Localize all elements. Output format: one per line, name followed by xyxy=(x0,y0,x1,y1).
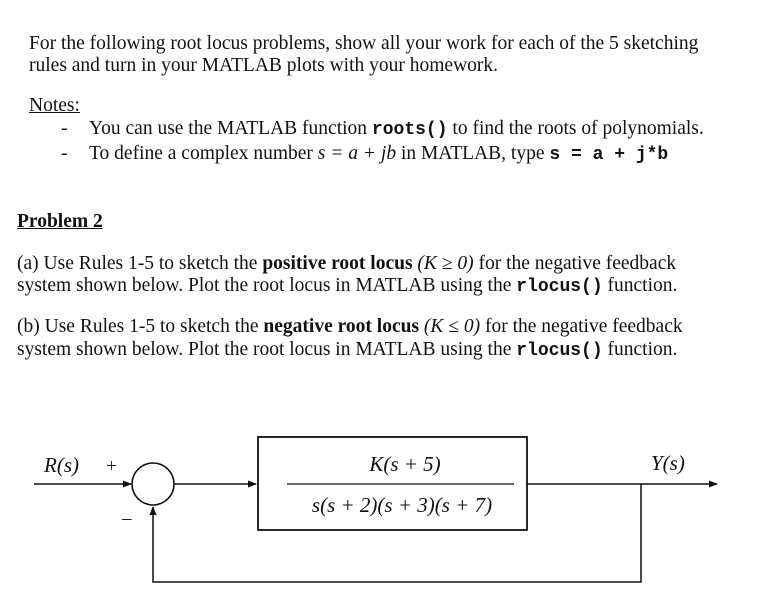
plus-sign: + xyxy=(106,456,117,477)
bullet-dash: - xyxy=(61,118,68,139)
positive-root-locus: positive root locus xyxy=(262,253,413,274)
part-a-condition: (K ≥ 0) xyxy=(412,253,474,274)
part-a-text-2: system shown below. Plot the root locus in MATLAB using the xyxy=(17,275,517,296)
complex-code: s = a + j*b xyxy=(549,145,669,165)
roots-code: roots() xyxy=(371,120,448,140)
negative-root-locus: negative root locus xyxy=(263,316,420,337)
input-label: R(s) xyxy=(44,453,79,477)
note-1-text-end: to find the roots of polynomials. xyxy=(447,118,704,139)
part-b-condition: (K ≤ 0) xyxy=(419,316,481,337)
rlocus-code: rlocus() xyxy=(516,277,603,297)
note-2-text-mid: in MATLAB, type xyxy=(396,143,550,164)
complex-number-math: s = a + jb xyxy=(317,143,397,164)
part-b-text-2-end: function. xyxy=(602,339,678,360)
minus-sign: – xyxy=(122,508,132,529)
part-b-text: (b) Use Rules 1-5 to sketch the xyxy=(17,316,264,337)
note-2-text: To define a complex number xyxy=(89,143,318,164)
denominator: s(s + 2)(s + 3)(s + 7) xyxy=(311,493,493,517)
part-a-text-end: for the negative feedback xyxy=(473,253,677,274)
notes-heading: Notes: xyxy=(29,95,80,116)
part-b-text-end: for the negative feedback xyxy=(480,316,683,337)
bullet-dash: - xyxy=(61,143,68,164)
summing-junction xyxy=(132,463,174,505)
intro-line-1: For the following root locus problems, show all your work for each of the 5 sketching xyxy=(29,33,699,54)
part-b-text-2: system shown below. Plot the root locus in MATLAB using the xyxy=(17,339,517,360)
numerator: K(s + 5) xyxy=(369,452,441,476)
problem-title: Problem 2 xyxy=(17,211,103,232)
part-a-text-2-end: function. xyxy=(602,275,678,296)
part-a-text: (a) Use Rules 1-5 to sketch the xyxy=(17,253,263,274)
rlocus-code: rlocus() xyxy=(516,341,603,361)
note-1-text: You can use the MATLAB function xyxy=(89,118,372,139)
intro-line-2: rules and turn in your MATLAB plots with your homework. xyxy=(29,55,499,76)
output-label: Y(s) xyxy=(651,451,685,475)
